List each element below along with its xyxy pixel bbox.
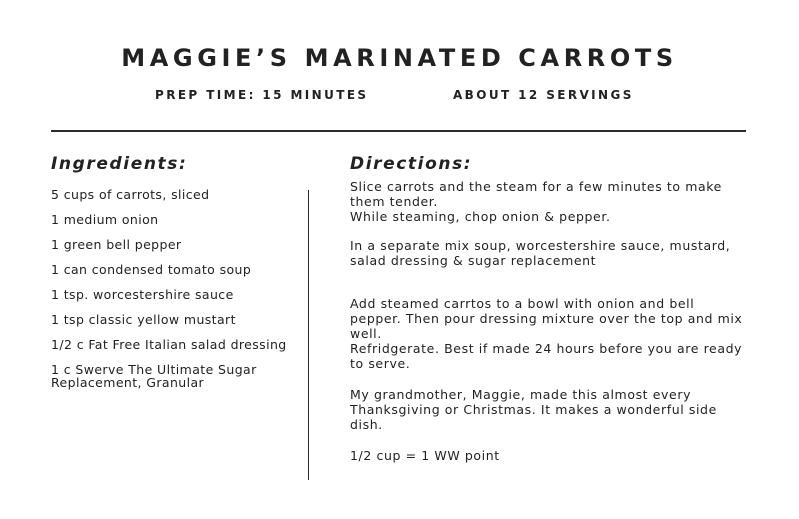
header-divider [51,130,746,132]
recipe-title: MAGGIE’S MARINATED CARROTS [121,44,678,72]
ingredient-item: 1 can condensed tomato soup [51,262,252,277]
points-note: 1/2 cup = 1 WW point [350,448,500,463]
direction-step: Refridgerate. Best if made 24 hours before you are ready to serve. [350,341,743,371]
ingredients-list [51,188,301,401]
servings: ABOUT 12 SERVINGS [453,88,634,102]
prep-time: PREP TIME: 15 MINUTES [155,88,369,102]
direction-step: Add steamed carrtos to a bowl with onion and bell pepper. Then pour dressing mixture over the top and mix well. [350,296,743,341]
family-note: My grandmother, Maggie, made this almost every Thanksgiving or Christmas. It makes a wonderful side dish. [350,387,717,432]
ingredient-item: 1 green bell pepper [51,237,182,252]
ingredients-heading: Ingredients: [51,154,188,174]
ingredient-item: 1 c Swerve The Ultimate Sugar Replacement, Granular [51,362,257,390]
directions-heading: Directions: [350,154,473,174]
ingredient-item: 1 tsp. worcestershire sauce [51,287,234,302]
column-divider [308,190,309,480]
ingredient-item: 5 cups of carrots, sliced [51,187,210,202]
ingredient-item: 1 tsp classic yellow mustart [51,312,236,327]
directions-block [350,179,750,463]
ingredient-item: 1/2 c Fat Free Italian salad dressing [51,337,287,352]
ingredient-item: 1 medium onion [51,212,159,227]
direction-step: Slice carrots and the steam for a few minutes to make them tender. [350,179,722,209]
direction-step: In a separate mix soup, worcestershire sauce, mustard, salad dressing & sugar replacement [350,238,731,268]
direction-step: While steaming, chop onion & pepper. [350,209,611,224]
